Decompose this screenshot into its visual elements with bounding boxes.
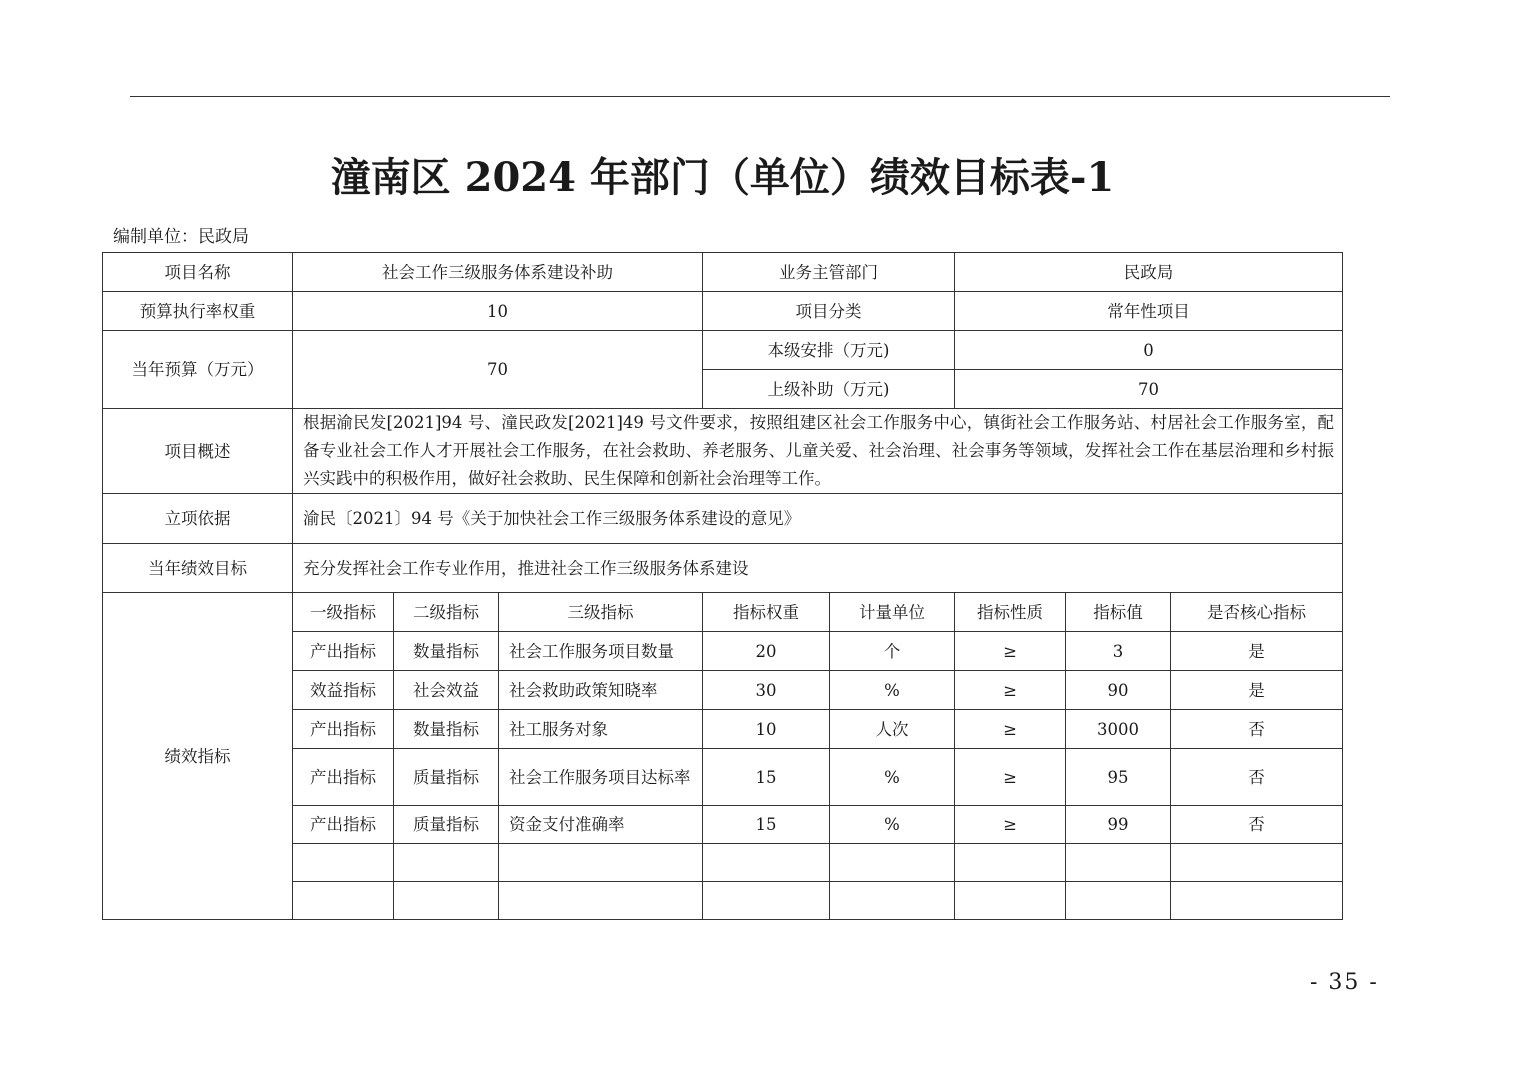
cell-value: 3	[1066, 632, 1171, 671]
label-upper-subsidy: 上级补助（万元)	[703, 370, 955, 409]
cell-level3: 社会救助政策知晓率	[499, 671, 703, 710]
performance-table	[102, 252, 1343, 920]
cell-level1: 产出指标	[293, 632, 394, 671]
label-goal: 当年绩效目标	[103, 544, 293, 593]
cell-nature: ≥	[955, 749, 1066, 806]
cell-level2: 数量指标	[394, 632, 499, 671]
project-name: 社会工作三级服务体系建设补助	[293, 253, 703, 292]
cell-level2: 数量指标	[394, 710, 499, 749]
budget-weight: 10	[293, 292, 703, 331]
compiler-unit: 编制单位：民政局	[113, 227, 249, 247]
table-row	[103, 253, 1343, 292]
goal-text: 充分发挥社会工作专业作用，推进社会工作三级服务体系建设	[293, 544, 1343, 593]
cell-level3: 社会工作服务项目达标率	[499, 749, 703, 806]
annual-budget: 70	[293, 331, 703, 409]
cell-core: 否	[1171, 749, 1343, 806]
table-row	[103, 331, 1343, 370]
cell-weight: 10	[703, 710, 830, 749]
label-indicators: 绩效指标	[103, 593, 293, 920]
cell-unit: %	[830, 671, 955, 710]
cell-core: 是	[1171, 632, 1343, 671]
cell-weight: 15	[703, 749, 830, 806]
cell-level2: 质量指标	[394, 749, 499, 806]
cell-level2: 社会效益	[394, 671, 499, 710]
cell-unit: 人次	[830, 710, 955, 749]
header-weight: 指标权重	[703, 593, 830, 632]
header-level2: 二级指标	[394, 593, 499, 632]
cell-weight: 30	[703, 671, 830, 710]
cell-unit: 个	[830, 632, 955, 671]
table-row	[103, 292, 1343, 331]
cell-core: 否	[1171, 710, 1343, 749]
header-nature: 指标性质	[955, 593, 1066, 632]
cell-level3: 资金支付准确率	[499, 806, 703, 844]
indicator-header-row	[103, 593, 1343, 632]
cell-weight: 15	[703, 806, 830, 844]
cell-nature: ≥	[955, 710, 1066, 749]
cell-unit: %	[830, 749, 955, 806]
cell-level1: 产出指标	[293, 806, 394, 844]
cell-level1: 产出指标	[293, 749, 394, 806]
header-rule	[130, 96, 1390, 97]
overview-text: 根据渝民发[2021]94 号、潼民政发[2021]49 号文件要求，按照组建区社会工作服务中心，镇街社会工作服务站、村居社会工作服务室，配备专业社会工作人才开展社会工作服务，在社会救助、养老服务、儿童关爱、社会治理、社会事务等领域，发挥社会工作在基层治理和乡村振兴实践中的积极作用，做好社会救助、民生保障和创新社会治理等工作。	[293, 409, 1343, 494]
page-number: - 35 -	[1310, 970, 1379, 995]
header-value: 指标值	[1066, 593, 1171, 632]
cell-value: 3000	[1066, 710, 1171, 749]
label-budget-weight: 预算执行率权重	[103, 292, 293, 331]
cell-value: 95	[1066, 749, 1171, 806]
cell-nature: ≥	[955, 632, 1066, 671]
label-annual-budget: 当年预算（万元）	[103, 331, 293, 409]
label-overview: 项目概述	[103, 409, 293, 494]
cell-value: 99	[1066, 806, 1171, 844]
header-unit: 计量单位	[830, 593, 955, 632]
label-project-name: 项目名称	[103, 253, 293, 292]
cell-core: 是	[1171, 671, 1343, 710]
cell-level1: 效益指标	[293, 671, 394, 710]
label-category: 项目分类	[703, 292, 955, 331]
upper-subsidy: 70	[955, 370, 1343, 409]
document-title: 潼南区 2024 年部门（单位）绩效目标表-1	[330, 154, 1115, 201]
cell-level2: 质量指标	[394, 806, 499, 844]
label-local-budget: 本级安排（万元)	[703, 331, 955, 370]
cell-level3: 社会工作服务项目数量	[499, 632, 703, 671]
header-level1: 一级指标	[293, 593, 394, 632]
cell-core: 否	[1171, 806, 1343, 844]
label-basis: 立项依据	[103, 494, 293, 544]
cell-level1: 产出指标	[293, 710, 394, 749]
department: 民政局	[955, 253, 1343, 292]
table-row	[103, 544, 1343, 593]
cell-level3: 社工服务对象	[499, 710, 703, 749]
table-row	[103, 409, 1343, 494]
cell-nature: ≥	[955, 671, 1066, 710]
cell-value: 90	[1066, 671, 1171, 710]
local-budget: 0	[955, 331, 1343, 370]
header-level3: 三级指标	[499, 593, 703, 632]
cell-weight: 20	[703, 632, 830, 671]
label-department: 业务主管部门	[703, 253, 955, 292]
cell-nature: ≥	[955, 806, 1066, 844]
category: 常年性项目	[955, 292, 1343, 331]
basis-text: 渝民〔2021〕94 号《关于加快社会工作三级服务体系建设的意见》	[293, 494, 1343, 544]
header-core: 是否核心指标	[1171, 593, 1343, 632]
cell-unit: %	[830, 806, 955, 844]
table-row	[103, 494, 1343, 544]
